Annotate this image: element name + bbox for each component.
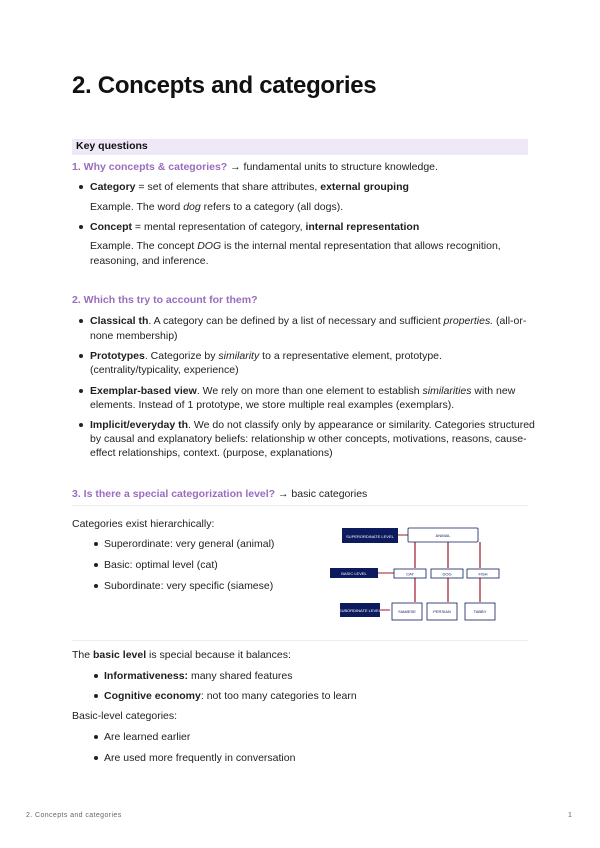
- q2-question-text: 2. Which ths try to account for them?: [72, 294, 258, 306]
- category-emph: external grouping: [320, 181, 409, 193]
- exemplar-term: Exemplar-based view: [90, 385, 197, 397]
- footer-title: 2. Concepts and categories: [26, 812, 122, 819]
- key-questions-label: Key questions: [76, 140, 148, 152]
- basic-level-term: basic level: [93, 649, 147, 661]
- example-word: DOG: [197, 240, 222, 252]
- balance-term: Informativeness:: [104, 670, 189, 682]
- bullet: [94, 584, 98, 588]
- q1-line: [72, 159, 438, 175]
- subordinate-node-label: SIAMESE: [398, 609, 416, 614]
- classical-text: . A category can be defined by a list of necessary and sufficient: [148, 315, 444, 327]
- bullet: [94, 563, 98, 567]
- subordinate-node-label: PERSIAN: [433, 609, 451, 614]
- prototypes-text: to a representative element, prototype.: [259, 350, 442, 362]
- bullet: [79, 389, 83, 393]
- implicit-term: Implicit/everyday th: [90, 419, 189, 431]
- example-text: . The word: [130, 201, 184, 213]
- basic-node-label: CAT: [406, 571, 414, 577]
- q1-answer: → fundamental units to structure knowledge.: [227, 161, 438, 173]
- classical-word: properties.: [443, 315, 494, 327]
- example-1: [90, 199, 343, 215]
- balance-text: many shared features: [188, 670, 293, 682]
- bullet: [79, 185, 83, 189]
- concept-term: Concept: [90, 221, 132, 233]
- exemplar-word: similarities: [422, 385, 472, 397]
- balance-cognitive-economy: [104, 688, 357, 704]
- balance-term: Cognitive economy: [104, 690, 201, 702]
- bullet: [94, 756, 98, 760]
- basic-label: BASIC LEVEL: [341, 571, 367, 576]
- implicit-text: . We do not classify only by appearance or similarity. Categories structured: [188, 419, 535, 431]
- category-definition: [90, 179, 409, 195]
- basic-cat-item: Are learned earlier: [104, 731, 191, 743]
- level-superordinate: Superordinate: very general (animal): [104, 538, 275, 550]
- basic-node-label: DOG: [442, 571, 452, 577]
- q3-line: [72, 486, 367, 502]
- concept-definition: [90, 219, 419, 235]
- superordinate-label: SUPERORDINATE LEVEL: [346, 534, 394, 539]
- q3-answer: → basic categories: [275, 488, 368, 500]
- example-label: Example: [90, 201, 131, 213]
- balance-text: : not too many categories to learn: [200, 690, 357, 702]
- example-text: . The concept: [130, 240, 198, 252]
- prototypes-text: . Categorize by: [144, 350, 219, 362]
- example-text: refers to a category (all dogs).: [200, 201, 344, 213]
- footer-page-number: 1: [568, 812, 573, 819]
- example-2-cont: reasoning, and inference.: [90, 255, 209, 267]
- subordinate-label: SUBORDINATE LEVEL: [338, 608, 382, 613]
- exemplar-text: . We rely on more than one element to establish: [196, 385, 423, 397]
- exemplar-cont: elements. Instead of 1 prototype, we store multiple real examples (exemplars).: [90, 399, 455, 411]
- basic-intro-text: is special because it balances:: [146, 649, 291, 661]
- bullet: [79, 225, 83, 229]
- bullet: [79, 319, 83, 323]
- balance-informativeness: [104, 668, 293, 684]
- category-term: Category: [90, 181, 136, 193]
- bullet: [94, 694, 98, 698]
- level-basic: Basic: optimal level (cat): [104, 559, 218, 571]
- classical-theory: [90, 313, 526, 329]
- q1-question: 1. Why concepts & categories?: [72, 161, 228, 173]
- bullet: [79, 354, 83, 358]
- classical-text: (all-or-: [493, 315, 527, 327]
- basic-cat-item: Are used more frequently in conversation: [104, 752, 296, 764]
- classical-cont: none membership): [90, 330, 178, 342]
- prototypes-cont: (centrality/typicality, experience): [90, 364, 239, 376]
- exemplar-text: with new: [471, 385, 516, 397]
- basic-cats-intro: Basic-level categories:: [72, 710, 178, 722]
- superordinate-node-label: ANIMAL: [435, 533, 451, 538]
- implicit-cont-1: by causal and explanatory beliefs: relationship w other concepts, motivations, reasons, cause-: [90, 433, 527, 445]
- q2-question: [72, 292, 258, 308]
- bullet: [94, 735, 98, 739]
- category-def: = set of elements that share attributes,: [135, 181, 321, 193]
- bullet: [94, 542, 98, 546]
- prototypes-term: Prototypes: [90, 350, 145, 362]
- example-text: is the internal mental representation that allows recognition,: [221, 240, 501, 252]
- key-questions-bar: [72, 139, 528, 155]
- example-2: [90, 238, 501, 254]
- example-word: dog: [183, 201, 201, 213]
- subordinate-node-label: TABBY: [473, 609, 487, 614]
- concept-def: = mental representation of category,: [132, 221, 306, 233]
- divider: [72, 505, 528, 506]
- divider: [72, 640, 528, 641]
- bullet: [94, 674, 98, 678]
- hierarchy-diagram: [320, 520, 530, 632]
- page-title: 2. Concepts and categories: [72, 72, 377, 99]
- prototypes-word: similarity: [218, 350, 260, 362]
- concept-emph: internal representation: [305, 221, 420, 233]
- q3-question: 3. Is there a special categorization level?: [72, 488, 276, 500]
- implicit-cont-2: effect relationships, context. (purpose, explanations): [90, 447, 333, 459]
- classical-term: Classical th: [90, 315, 149, 327]
- bullet: [79, 423, 83, 427]
- level-subordinate: Subordinate: very specific (siamese): [104, 580, 274, 592]
- example-label: Example: [90, 240, 131, 252]
- basic-level-intro: [72, 647, 291, 663]
- basic-intro-text: The: [72, 649, 94, 661]
- hierarchy-intro: Categories exist hierarchically:: [72, 518, 215, 530]
- basic-node-label: FISH: [478, 571, 488, 577]
